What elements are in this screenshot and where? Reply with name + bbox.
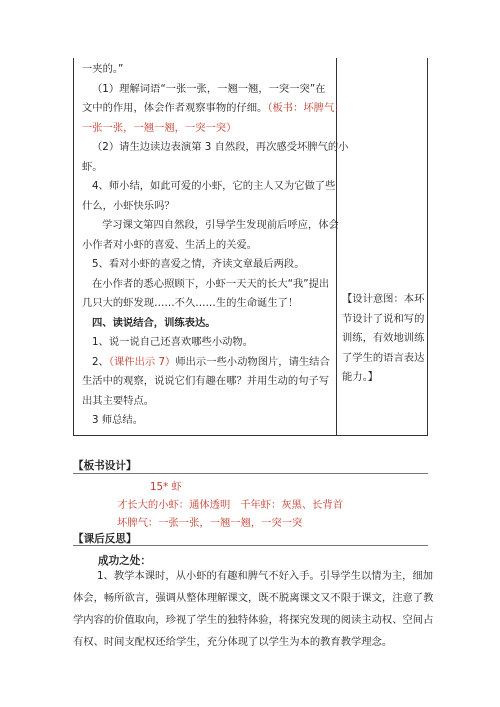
reflection-heading: 【课后反思】 — [73, 533, 137, 545]
reflection-subheading: 成功之处： — [98, 555, 151, 567]
lesson-line-segment: 生活中的观察，说说它们有趣在哪？并用生动的句子写 — [82, 375, 330, 387]
reflection-line: 有权、时间支配权还给学生，充分体现了以学生为本的教育教学理念。 — [73, 636, 393, 648]
lesson-line-segment: 一张一张，一翘一翘，一突一突） — [82, 121, 237, 134]
design-intent-line: 了学生的语言表达 — [342, 351, 425, 364]
lesson-line-segment: （2）请生边读边表演第 3 自然段，再次感受坏脾气的小 — [92, 141, 349, 153]
lesson-line — [82, 255, 330, 275]
design-intent-line: 【设计意图：本环 — [342, 293, 425, 305]
lesson-line-segment: 虾。 — [82, 160, 103, 173]
lesson-line — [82, 411, 330, 431]
lesson-line-segment: 什么，小虾快乐吗？ — [82, 199, 175, 212]
lesson-line-segment: 几只大的虾发现……不久……生的生命诞生了！ — [82, 297, 299, 309]
design-intent-line: 节设计了说和写的 — [342, 312, 425, 325]
reflection-line: 学内容的价值取向，珍视了学生的独特体验，将探究发现的阅读主动权、空间占 — [73, 614, 434, 626]
lesson-line — [82, 177, 336, 197]
reflection-line: 体会，畅所欲言，强调从整体理解课文，既不脱离课文又不限于课文，注意了教 — [73, 592, 434, 604]
lesson-line-segment: 3 师总结。 — [92, 414, 144, 426]
board-line-2 — [117, 514, 302, 529]
lesson-line-segment: 师出示一些小动物图片，请生结合 — [175, 355, 330, 368]
board-line1-value2: 灰黑、长背首 — [281, 499, 344, 511]
design-intent-line: 能力。】 — [342, 371, 379, 383]
reflection-body — [73, 565, 433, 653]
table-border-middle — [336, 58, 337, 436]
lesson-line-segment: 四、读说结合，训练表达。 — [92, 316, 216, 329]
lesson-line-segment: 4、师小结，如此可爱的小虾，它的主人又为它做了些 — [92, 180, 336, 192]
lesson-line — [82, 80, 330, 100]
board-design-heading: 【板书设计】 — [73, 460, 137, 472]
lesson-line-segment: 5、看对小虾的喜爱之情，齐读文章最后两段。 — [92, 258, 305, 270]
lesson-line-segment: （1）理解词语“一张一张，一翘一翘，一突一突”在 — [92, 82, 326, 95]
lesson-line — [82, 314, 330, 334]
lesson-line-segment: 小作者对小虾的喜爱、生活上的关爱。 — [82, 238, 258, 251]
lesson-line — [82, 294, 330, 314]
lesson-line-segment: 在小作者的悉心照顾下，小虾一天天的长大“我”提出 — [92, 277, 330, 290]
lesson-line — [82, 353, 330, 373]
lesson-line-segment: （板书：坏脾气： — [267, 102, 345, 114]
board-line1-value: 通体透明 — [189, 499, 231, 511]
lesson-line-segment: 出其主要特点。 — [82, 394, 155, 407]
lesson-line — [82, 197, 330, 217]
design-intent-cell — [342, 290, 425, 388]
board-line2-label: 坏脾气： — [117, 517, 159, 529]
board-line1-label: 才长大的小虾： — [117, 499, 190, 511]
table-border-left — [73, 58, 74, 436]
lesson-line — [82, 392, 330, 412]
lesson-line — [82, 372, 330, 392]
lesson-line-segment: 1、说一说自己还喜欢哪些小动物。 — [92, 336, 254, 348]
table-border-right — [427, 58, 428, 436]
lesson-line-segment: 一夹的。” — [82, 63, 124, 75]
lesson-line — [82, 138, 349, 158]
divider — [73, 473, 428, 474]
lesson-line — [82, 158, 330, 178]
board-line2-value: 一张一张，一翘一翘，一突一突 — [158, 517, 303, 529]
lesson-line — [82, 216, 339, 236]
lesson-line-segment: 2、 — [92, 355, 109, 368]
reflection-line: 1、教学本课时，从小虾的有趣和脾气不好入手。引导学生以情为主，细加 — [97, 570, 434, 582]
lesson-line — [82, 275, 330, 295]
design-intent-line: 训练，有效地训练 — [342, 332, 425, 344]
board-title: 15* 虾 — [150, 481, 182, 493]
lesson-line — [82, 333, 330, 353]
lesson-line-segment: （课件出示 7） — [108, 355, 176, 368]
board-line-1 — [117, 496, 343, 511]
lesson-line-segment: 学习课文第四自然段，引导学生发现前后呼应，体会 — [102, 219, 339, 231]
lesson-line — [82, 119, 330, 139]
lesson-line — [82, 236, 330, 256]
table-border-bottom — [73, 435, 428, 436]
lesson-steps-cell — [82, 60, 349, 431]
lesson-line — [82, 99, 345, 119]
board-line1-mid: 千年虾： — [240, 499, 282, 511]
lesson-line-segment: 文中的作用，体会作者观察事物的仔细。 — [82, 102, 268, 114]
divider — [73, 545, 428, 546]
lesson-line — [82, 60, 330, 80]
